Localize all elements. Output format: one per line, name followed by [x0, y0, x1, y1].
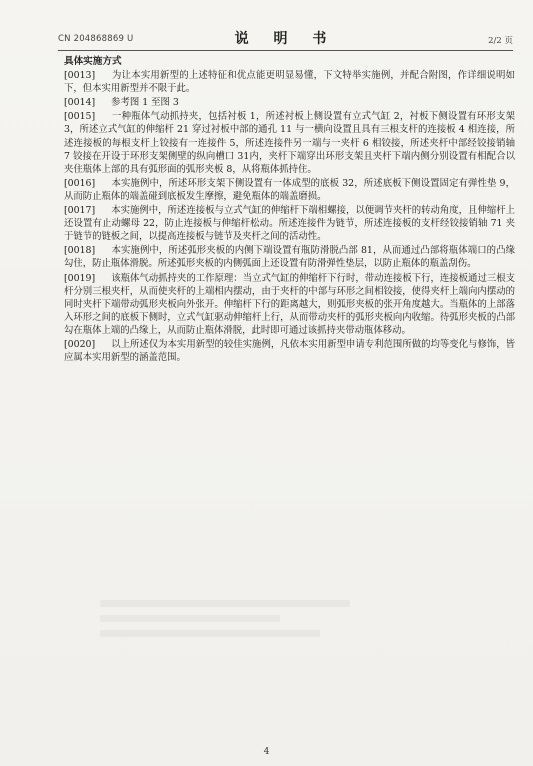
- paragraph-0019: [64, 272, 515, 337]
- paragraph-number: [0020]: [64, 338, 96, 350]
- bleed-through-shadow: [100, 615, 280, 622]
- paragraph-text: 一种瓶体气动抓持夹，包括衬板 1，所述衬板上侧设置有立式气缸 2，衬板下侧设置有环形支架3，所述立式气缸的伸缩杆 21 穿过衬板中部的通孔 11 与一横向设置且具有三根支杆的连接板 4 相连接，所述连接板的每根支杆上铰接有一连接件 5，所述连接件另一端与一夹杆 6 相铰接，所述夹杆中部经铰接销轴 7 铰接在开设于环形支架侧壁的纵向槽口 31内，夹杆下端穿出环形支架且夹杆下端内侧分别设置有相配合以夹住瓶体上部的具有弧形面的弧形夹板 8，从将瓶体抓持住。: [64, 111, 515, 175]
- header-rule: [58, 50, 513, 51]
- paragraph-text: 本实施例中，所述连接板与立式气缸的伸缩杆下端相螺接，以便调节夹杆的转动角度，且伸缩杆上还设置有止动螺母 22，防止连接板与伸缩杆松动。所述连接件为链节，所述连接板的支杆经铰接销轴 71 夹于链节的链板之间，以提高连接板与链节及夹杆之间的活动性。: [64, 205, 516, 243]
- page-number: 4: [263, 747, 270, 757]
- paragraph-number: [0013]: [64, 70, 96, 82]
- description-body: [64, 55, 515, 365]
- paragraph-number: [0015]: [64, 111, 96, 123]
- bleed-through-shadow: [100, 600, 350, 607]
- section-heading: 具体实施方式: [64, 56, 122, 67]
- paragraph-text: 本实施例中，所述弧形夹板的内侧下端设置有瓶防滑脱凸部 81，从而通过凸部将瓶体端口的凸缘勾住，防止瓶体滑脱。所述弧形夹板的内侧弧面上还设置有防滑弹性垫层，以防止瓶体的瓶盖刮伤。: [64, 245, 515, 270]
- paragraph-text: 为让本实用新型的上述特征和优点能更明显易懂，下文特举实施例，并配合附图，作详细说明如下，但本实用新型并不限于此。: [64, 70, 515, 95]
- paragraph-0020: [64, 338, 515, 364]
- paragraph-text: 参考图 1 至图 3: [111, 97, 179, 109]
- page-indicator: 2/2 页: [488, 36, 513, 46]
- paragraph-number: [0018]: [64, 245, 96, 257]
- paragraph-number: [0016]: [64, 177, 96, 189]
- paragraph-0018: [64, 244, 515, 270]
- paragraph-text: 以上所述仅为本实用新型的较佳实施例，凡依本实用新型申请专利范围所做的均等变化与修饰，皆应属本实用新型的涵盖范围。: [64, 338, 516, 364]
- paragraph-0017: [64, 204, 515, 243]
- page-header: [58, 28, 513, 50]
- paragraph-text: 本实施例中，所述环形支架下侧设置有一体成型的底板 32，所述底板下侧设置固定有弹性垫 9，从而防止瓶体的端盖碰到底板发生摩擦，避免瓶体的端盖磨损。: [64, 177, 516, 202]
- paragraph-text: 该瓶体气动抓持夹的工作原理：当立式气缸的伸缩杆下行时，带动连接板下行，连接板通过三根支杆分别三根夹杆，从而使夹杆的上端相内摆动，由于夹杆的中部与环形之间相铰接，使得夹杆上端向内摆动的同时夹杆下端带动弧形夹板向外张开。伸缩杆下行的距离越大，则弧形夹板的张开角度越大。当瓶体的上部落入环形之间的底板下侧时，立式气缸驱动伸缩杆上行，从而带动夹杆的弧形夹板向内收缩。待弧形夹板的凸部勾在瓶体上端的凸缘上，从而防止瓶体滑脱，此时即可通过该抓持夹带动瓶体移动。: [64, 272, 516, 336]
- paragraph-0013: [64, 69, 515, 95]
- paragraph-0016: [64, 177, 515, 203]
- bleed-through-shadow: [100, 630, 320, 637]
- paragraph-number: [0017]: [64, 205, 96, 217]
- paragraph-0014: [64, 96, 515, 109]
- document-title: 说 明 书: [234, 31, 337, 47]
- publication-number: CN 204868869 U: [58, 34, 134, 44]
- paragraph-number: [0014]: [64, 97, 96, 109]
- paragraph-number: [0019]: [64, 272, 96, 284]
- paragraph-0015: [64, 110, 515, 175]
